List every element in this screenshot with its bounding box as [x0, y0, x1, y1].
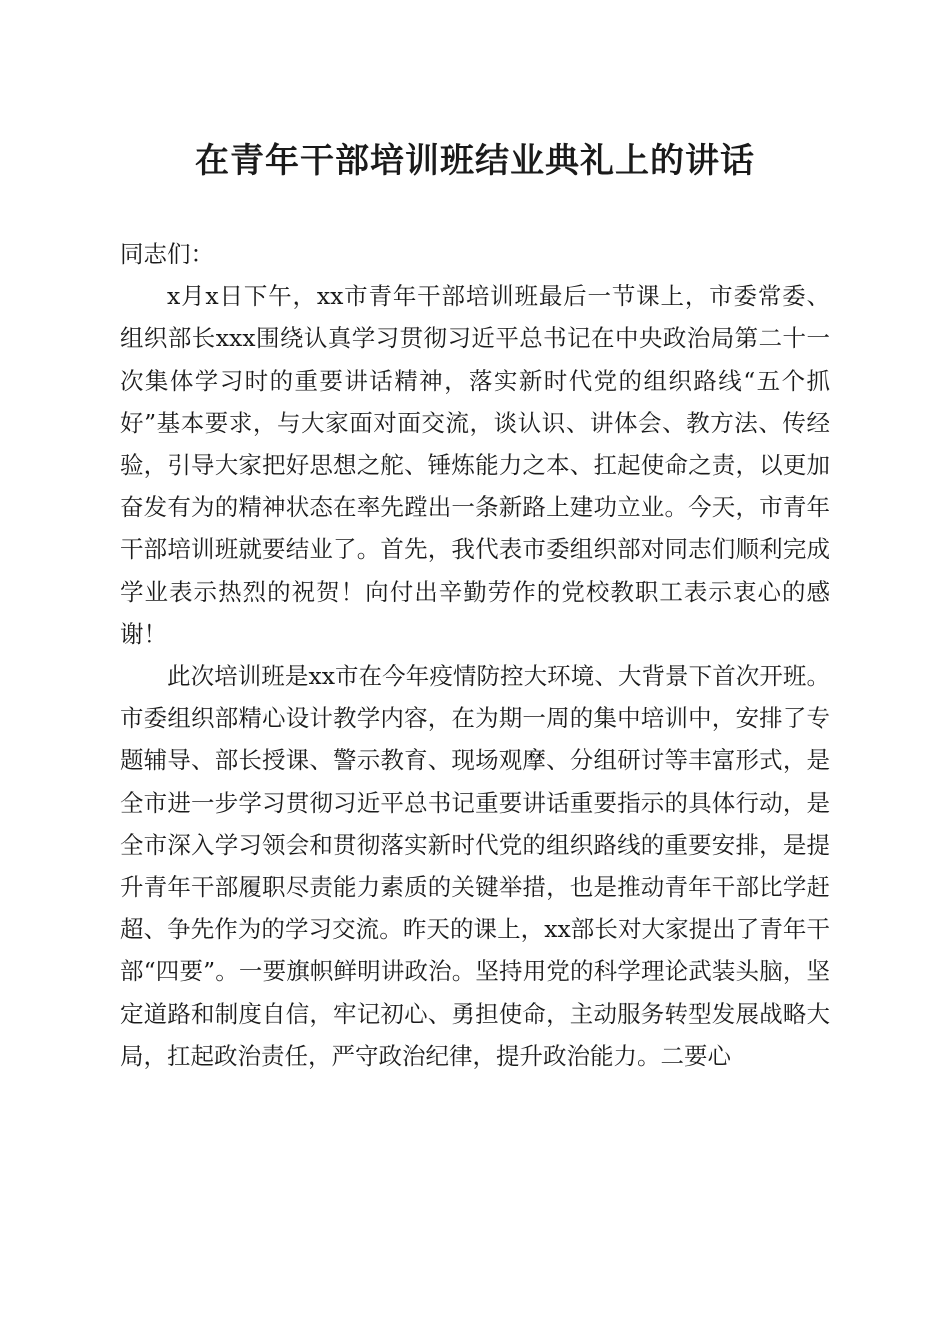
body-paragraph-1: x月x日下午，xx市青年干部培训班最后一节课上，市委常委、组织部长xxx围绕认真学习贯彻习近平总书记在中央政治局第二十一次集体学习时的重要讲话精神，落实新时代党的组织路线“五个抓好”基本要求，与大家面对面交流，谈认识、讲体会、教方法、传经验，引导大家把好思想之舵、锤炼能力之本、扛起使命之责，以更加奋发有为的精神状态在率先蹚出一条新路上建功立业。今天，市青年干部培训班就要结业了。首先，我代表市委组织部对同志们顺利完成学业表示热烈的祝贺！向付出辛勤劳作的党校教职工表示衷心的感谢！	[120, 282, 830, 648]
salutation: 同志们：	[120, 240, 214, 268]
document-body	[120, 233, 830, 1077]
document-title: 在青年干部培训班结业典礼上的讲话	[195, 141, 755, 181]
body-paragraph-2: 此次培训班是xx市在今年疫情防控大环境、大背景下首次开班。市委组织部精心设计教学内容，在为期一周的集中培训中，安排了专题辅导、部长授课、警示教育、现场观摩、分组研讨等丰富形式，是全市进一步学习贯彻习近平总书记重要讲话重要指示的具体行动，是全市深入学习领会和贯彻落实新时代党的组织路线的重要安排，是提升青年干部履职尽责能力素质的关键举措，也是推动青年干部比学赶超、争先作为的学习交流。昨天的课上，xx部长对大家提出了青年干部“四要”。一要旗帜鲜明讲政治。坚持用党的科学理论武装头脑，坚定道路和制度自信，牢记初心、勇担使命，主动服务转型发展战略大局，扛起政治责任，严守政治纪律，提升政治能力。二要心	[120, 662, 830, 1070]
